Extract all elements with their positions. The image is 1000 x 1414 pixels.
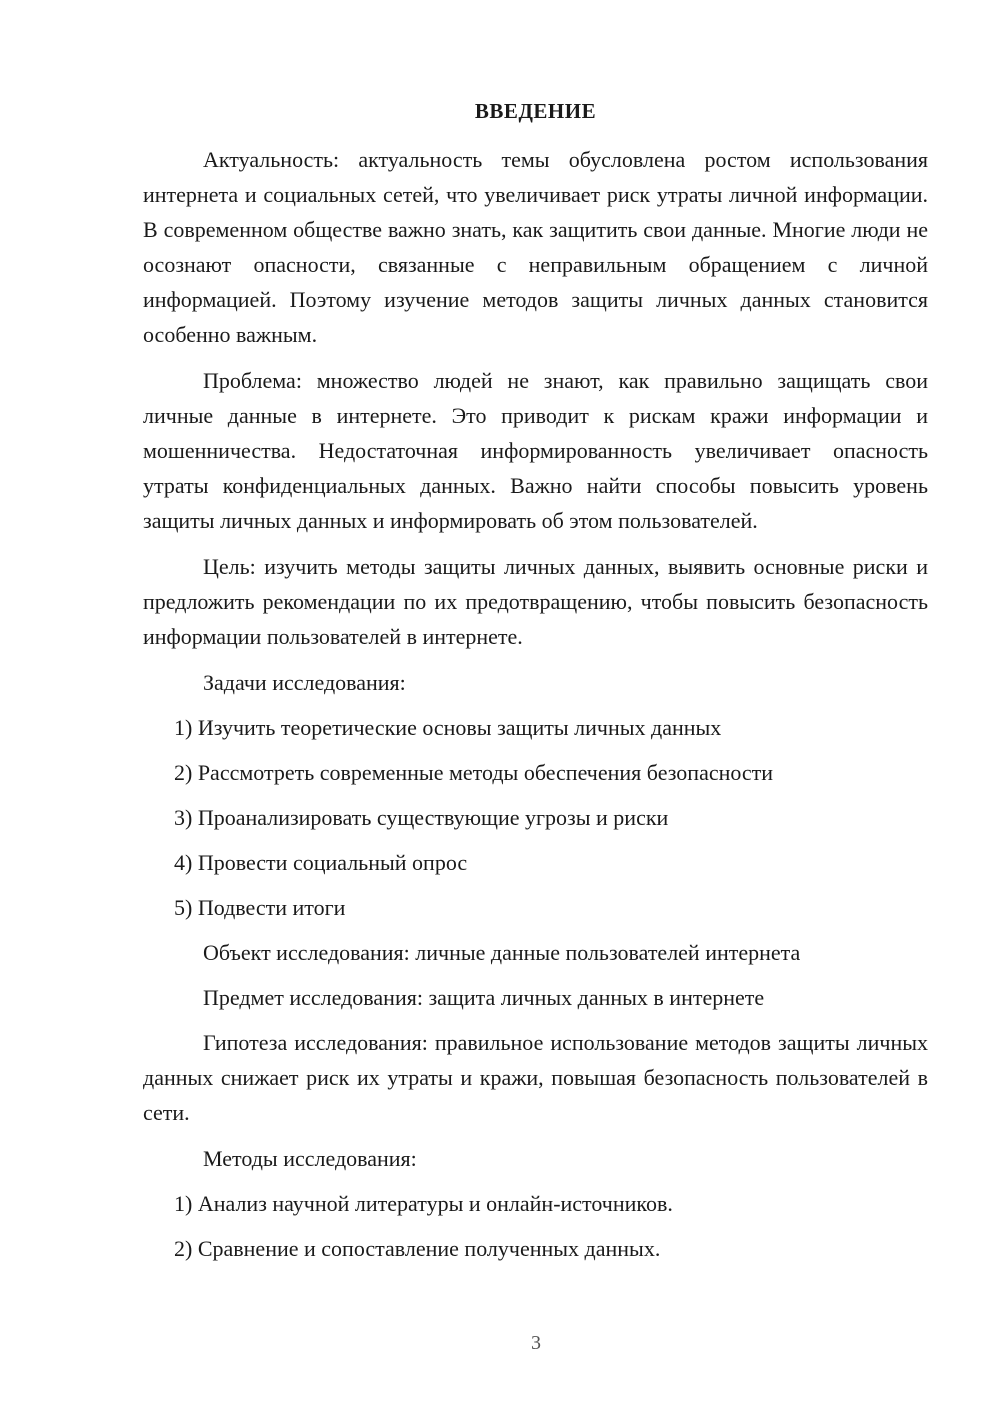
document-page — [143, 94, 928, 1276]
goal-paragraph: Цель: изучить методы защиты личных данных, выявить основные риски и предложить рекомендации по их предотвращению, чтобы повысить безопасность информации пользователей в интернете. — [143, 554, 928, 649]
relevance-paragraph: Актуальность: актуальность темы обусловлена ростом использования интернета и социальных сетей, что увеличивает риск утраты личной информации. В современном обществе важно знать, как защитить свои данные. Многие люди не осознают опасности, связанные с неправильным обращением с личной информацией. Поэтому изучение методов защиты личных данных становится особенно важным. — [143, 147, 928, 347]
list-item: 3) Проанализировать существующие угрозы и риски — [174, 805, 669, 830]
hypothesis-paragraph: Гипотеза исследования: правильное использование методов защиты личных данных снижает риск их утраты и кражи, повышая безопасность пользователей в сети. — [143, 1030, 928, 1125]
problem-paragraph: Проблема: множество людей не знают, как правильно защищать свои личные данные в интернете. Это приводит к рискам кражи информации и мошенничества. Недостаточная информированность увеличивает опасность утраты конфиденциальных данных. Важно найти способы повысить уровень защиты личных данных и информировать об этом пользователей. — [143, 368, 928, 533]
list-item: 4) Провести социальный опрос — [174, 850, 468, 875]
list-item: 1) Анализ научной литературы и онлайн-источников. — [174, 1191, 673, 1216]
tasks-list — [143, 710, 928, 925]
object-paragraph: Объект исследования: личные данные пользователей интернета — [203, 940, 801, 965]
subject-paragraph: Предмет исследования: защита личных данных в интернете — [203, 985, 765, 1010]
list-item: 5) Подвести итоги — [174, 895, 346, 920]
section-heading: ВВЕДЕНИЕ — [474, 99, 597, 123]
methods-list — [143, 1186, 928, 1266]
list-item: 1) Изучить теоретические основы защиты личных данных — [174, 715, 722, 740]
page-number: 3 — [531, 1332, 541, 1354]
list-item: 2) Рассмотреть современные методы обеспечения безопасности — [174, 760, 774, 785]
tasks-title: Задачи исследования: — [203, 670, 406, 695]
methods-title: Методы исследования: — [203, 1146, 417, 1171]
list-item: 2) Сравнение и сопоставление полученных данных. — [174, 1236, 661, 1261]
